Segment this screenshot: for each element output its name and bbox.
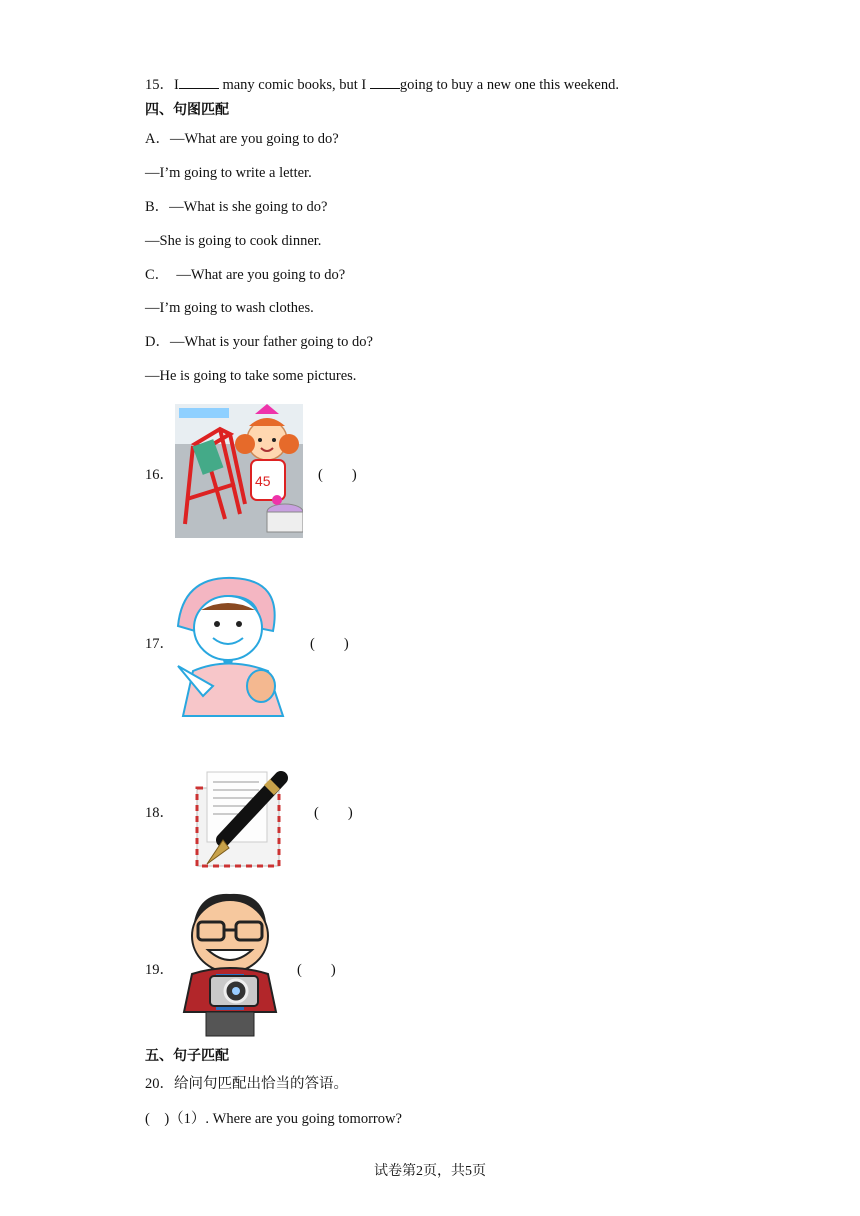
question-18-number: 18． (145, 805, 174, 821)
question-20-prompt: 20．给问句匹配出恰当的答语。 (145, 1076, 348, 1092)
answer-paren-16[interactable]: ( ) (318, 467, 357, 483)
option-d-answer: —He is going to take some pictures. (145, 368, 357, 384)
option-d-question: D．—What is your father going to do? (145, 334, 373, 350)
option-a-question: A．—What are you going to do? (145, 131, 339, 147)
man-with-camera-picture (172, 892, 290, 1040)
option-b-question: B．—What is she going to do? (145, 199, 328, 215)
question-19-number: 19． (145, 962, 174, 978)
girl-washing-clothes-picture (175, 404, 303, 538)
option-a-answer: —I’m going to write a letter. (145, 165, 312, 181)
answer-blank-2[interactable] (370, 74, 400, 89)
question-20-item-1[interactable]: ( )（1）. Where are you going tomorrow? (145, 1111, 402, 1127)
woman-cooking-picture (173, 576, 297, 718)
section-4-title: 四、句图匹配 (145, 102, 229, 118)
question-15 (145, 74, 619, 94)
question-15-middle: many comic books, but I (218, 77, 370, 93)
page-footer: 试卷第2页，共5页 (374, 1164, 486, 1179)
question-16-number: 16． (145, 467, 174, 483)
question-17-number: 17． (145, 636, 174, 652)
answer-blank-1[interactable] (179, 74, 219, 89)
option-b-answer: —She is going to cook dinner. (145, 233, 322, 249)
option-c-answer: —I’m going to wash clothes. (145, 300, 314, 316)
question-15-start: 15．I (145, 77, 179, 93)
option-c-question: C． —What are you going to do? (145, 267, 346, 283)
shirt-number: 45 (255, 473, 271, 489)
answer-paren-17[interactable]: ( ) (310, 636, 349, 652)
answer-paren-18[interactable]: ( ) (314, 805, 353, 821)
pen-and-letter-picture (193, 770, 289, 870)
section-5-title: 五、句子匹配 (145, 1048, 229, 1064)
question-15-end: going to buy a new one this weekend. (399, 77, 619, 93)
answer-paren-19[interactable]: ( ) (297, 962, 336, 978)
